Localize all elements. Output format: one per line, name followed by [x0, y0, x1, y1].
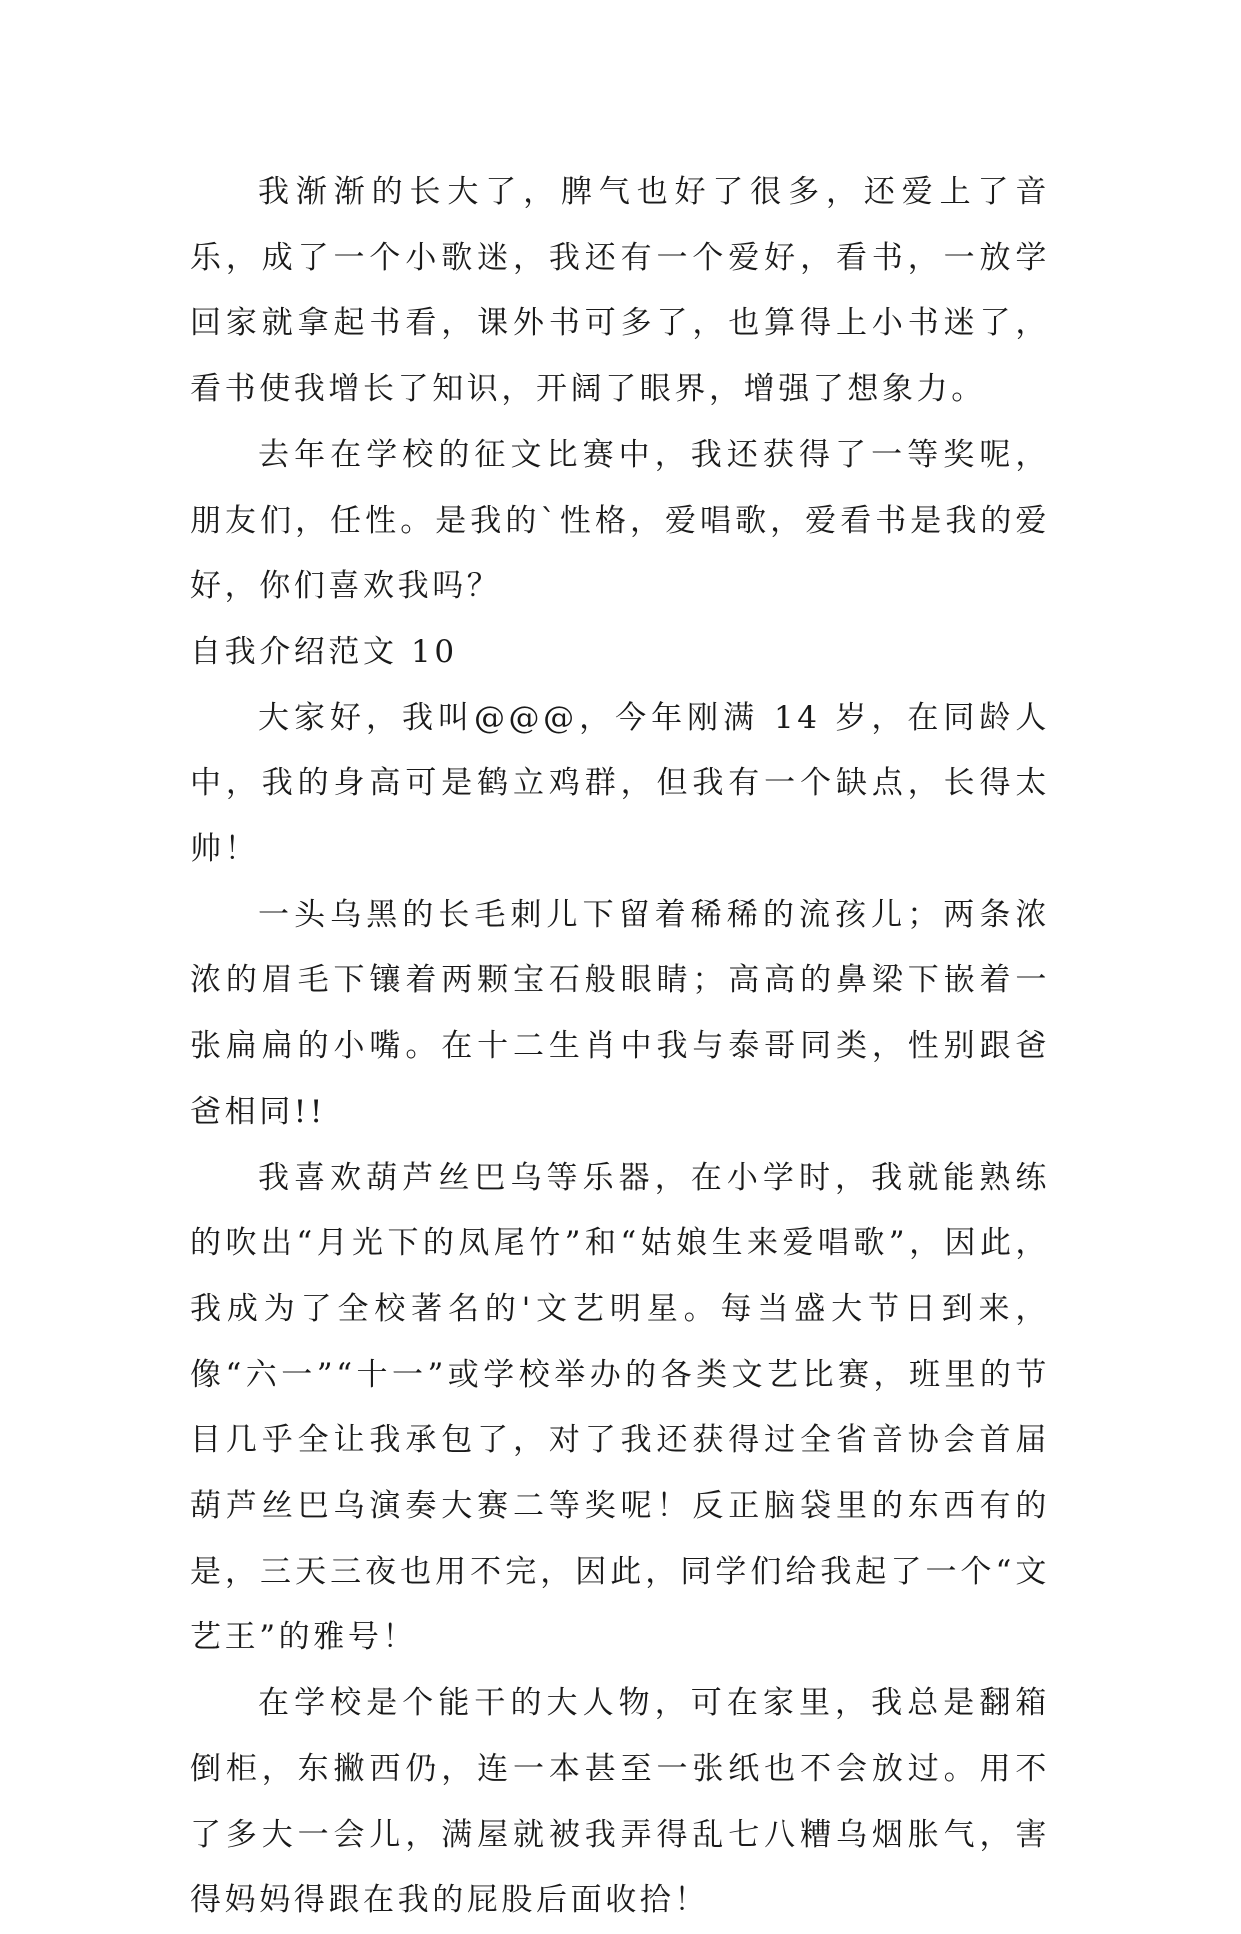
paragraph-greeting: 大家好，我叫@@@，今年刚满 14 岁，在同龄人中，我的身高可是鹤立鸡群，但我有一个缺点，长得太帅！: [190, 699, 1050, 868]
paragraph-appearance: 一头乌黑的长毛刺儿下留着稀稀的流孩儿；两条浓浓的眉毛下镶着两颗宝石般眼睛；高高的鼻梁下嵌着一张扁扁的小嘴。在十二生肖中我与泰哥同类，性别跟爸爸相同!!: [190, 896, 1050, 1130]
paragraph-music: 我喜欢葫芦丝巴乌等乐器，在小学时，我就能熟练的吹出“月光下的凤尾竹”和“姑娘生来爱唱歌”，因此，我成为了全校著名的'文艺明星。每当盛大节日到来，像“六一”“十一”或学校举办的各类文艺比赛，班里的节目几乎全让我承包了，对了我还获得过全省音协会首届葫芦丝巴乌演奏大赛二等奖呢！反正脑袋里的东西有的是，三天三夜也用不完，因此，同学们给我起了一个“文艺王”的雅号！: [190, 1159, 1050, 1656]
section-title: 自我介绍范文 10: [190, 633, 458, 670]
paragraph-home: 在学校是个能干的大人物，可在家里，我总是翻箱倒柜，东撇西仍，连一本甚至一张纸也不会放过。用不了多大一会儿，满屋就被我弄得乱七八糟乌烟胀气，害得妈妈得跟在我的屁股后面收拾！: [190, 1685, 1050, 1919]
document-page: [190, 160, 1050, 1934]
paragraph-essay-contest: 去年在学校的征文比赛中，我还获得了一等奖呢，朋友们，任性。是我的`性格，爱唱歌，爱看书是我的爱好，你们喜欢我吗？: [190, 436, 1050, 605]
paragraph-growing-up: 我渐渐的长大了，脾气也好了很多，还爱上了音乐，成了一个小歌迷，我还有一个爱好，看书，一放学回家就拿起书看，课外书可多了，也算得上小书迷了，看书使我增长了知识，开阔了眼界，增强了想象力。: [190, 174, 1050, 408]
